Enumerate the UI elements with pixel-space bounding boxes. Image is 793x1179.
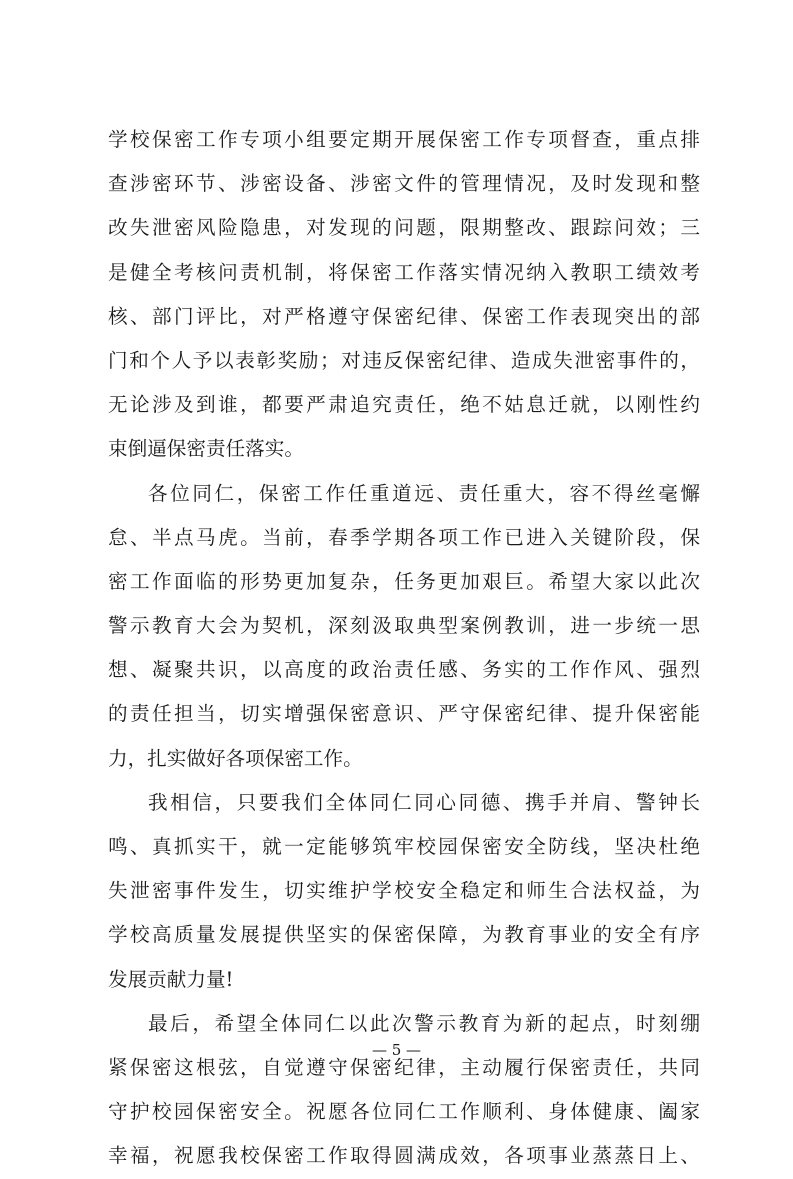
text-line: 改失泄密风险隐患，对发现的问题，限期整改、跟踪问效；三 (108, 216, 700, 240)
paragraph-first-line: 我相信，只要我们全体同仁同心同德、携手并肩、警钟长 (148, 790, 700, 814)
text-line: 发展贡献力量! (108, 967, 234, 991)
text-line: 门和个人予以表彰奖励；对违反保密纪律、造成失泄密事件的， (108, 348, 700, 372)
text-line: 密工作面临的形势更加复杂，任务更加艰巨。希望大家以此次 (108, 569, 700, 593)
text-line: 查涉密环节、涉密设备、涉密文件的管理情况，及时发现和整 (108, 172, 700, 196)
text-line: 束倒逼保密责任落实。 (108, 437, 304, 461)
page-number: — 5 — (371, 1041, 422, 1059)
text-line: 是健全考核问责机制，将保密工作落实情况纳入教职工绩效考 (108, 260, 700, 284)
text-line: 幸福，祝愿我校保密工作取得圆满成效，各项事业蒸蒸日上、 (108, 1144, 700, 1168)
text-line: 紧保密这根弦，自觉遵守保密纪律，主动履行保密责任，共同 (108, 1055, 700, 1079)
paragraph-first-line: 最后，希望全体同仁以此次警示教育为新的起点，时刻绷 (148, 1011, 700, 1035)
paragraph-first-line: 各位同仁，保密工作任重道远、责任重大，容不得丝毫懈 (148, 481, 700, 505)
text-line: 守护校园保密安全。祝愿各位同仁工作顺利、身体健康、阖家 (108, 1100, 700, 1124)
text-line: 怠、半点马虎。当前，春季学期各项工作已进入关键阶段，保 (108, 525, 700, 549)
body-text (108, 118, 700, 1179)
text-line: 鸣、真抓实干，就一定能够筑牢校园保密安全防线，坚决杜绝 (108, 835, 700, 858)
text-line: 力，扎实做好各项保密工作。 (108, 746, 363, 770)
text-line: 的责任担当，切实增强保密意识、严守保密纪律、提升保密能 (108, 702, 700, 726)
text-line: 核、部门评比，对严格遵守保密纪律、保密工作表现突出的部 (108, 304, 700, 328)
text-line: 无论涉及到谁，都要严肃追究责任，绝不姑息迁就，以刚性约 (108, 393, 700, 417)
text-line: 学校高质量发展提供坚实的保密保障，为教育事业的安全有序 (108, 923, 700, 947)
text-line: 学校保密工作专项小组要定期开展保密工作专项督查，重点排 (108, 128, 700, 151)
text-line: 想、凝聚共识，以高度的政治责任感、务实的工作作风、强烈 (108, 658, 700, 682)
text-line: 失泄密事件发生，切实维护学校安全稳定和师生合法权益，为 (108, 879, 700, 903)
text-line: 警示教育大会为契机，深刻汲取典型案例教训，进一步统一思 (108, 614, 700, 638)
